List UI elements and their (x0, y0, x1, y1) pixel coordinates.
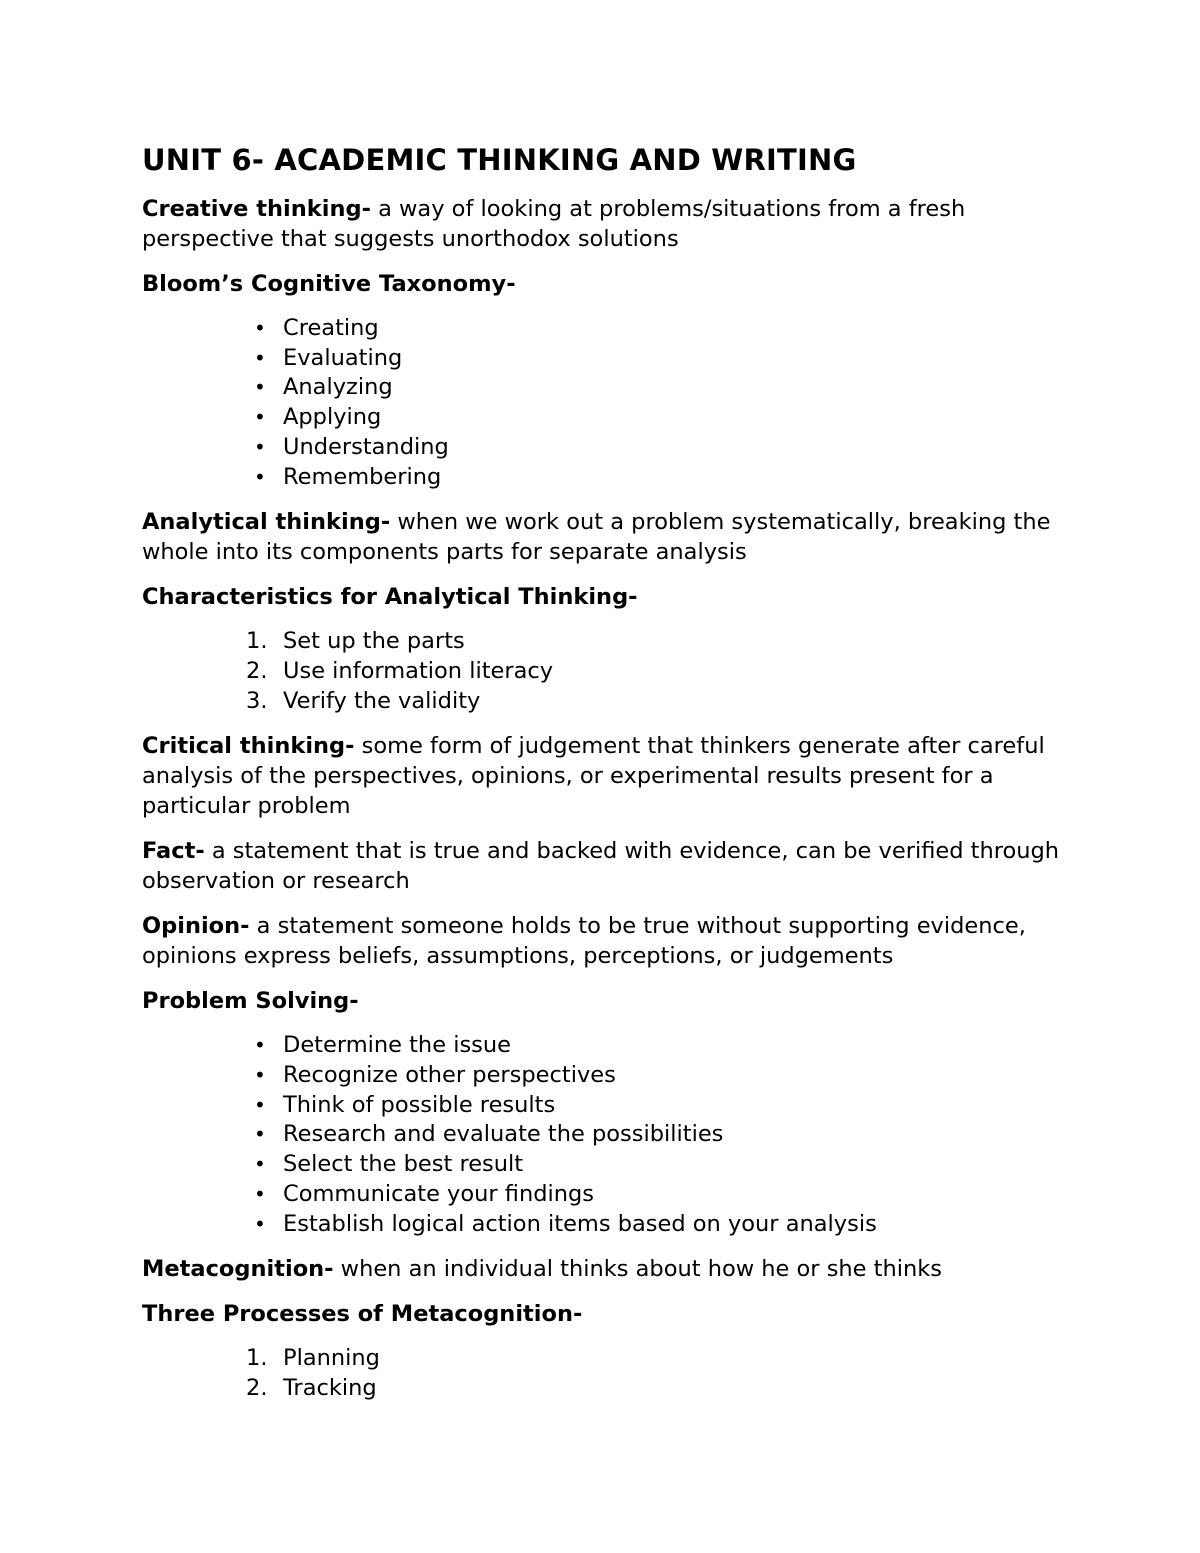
definition-text: a way of looking at problems/situations from a fresh perspective that suggests unorthodox solutions (142, 196, 966, 252)
term-label: Analytical thinking- (142, 509, 391, 536)
list-item (142, 627, 1080, 657)
bullet-marker: • (254, 1092, 266, 1117)
list-item-text: Think of possible results (283, 1091, 556, 1118)
critical-thinking-definition (142, 731, 1080, 821)
list-item-text: Planning (283, 1345, 380, 1372)
definition-text: a statement that is true and backed with evidence, can be verified through observation or research (142, 838, 1060, 895)
bullet-marker: • (254, 434, 266, 459)
list-item-text: Analyzing (283, 374, 393, 401)
list-item (142, 463, 1080, 493)
list-item (142, 314, 1080, 344)
list-item (142, 344, 1080, 374)
list-item-text: Select the best result (283, 1151, 524, 1178)
analytical-thinking-definition (142, 507, 1080, 567)
problem-solving-heading: Problem Solving- (142, 988, 359, 1015)
blooms-taxonomy-list (142, 314, 1080, 492)
term-label: Metacognition- (142, 1256, 334, 1283)
list-item (142, 1091, 1080, 1121)
list-item-text: Verify the validity (283, 687, 481, 714)
list-item-text: Applying (283, 404, 382, 431)
list-item-text: Determine the issue (283, 1032, 511, 1059)
bullet-marker: • (254, 1122, 266, 1147)
definition-text: some form of judgement that thinkers generate after careful analysis of the perspectives, opinions, or experimental results present for a particular problem (142, 733, 1045, 820)
term-label: Fact- (142, 838, 205, 865)
bullet-marker: • (254, 405, 266, 430)
list-item (142, 1374, 1080, 1404)
list-item-text: Remembering (283, 463, 442, 490)
list-item (142, 687, 1080, 717)
definition-text: when an individual thinks about how he or she thinks (333, 1256, 943, 1283)
list-item (142, 433, 1080, 463)
number-marker: 1. (246, 1345, 268, 1372)
list-item (142, 1061, 1080, 1091)
list-item (142, 1120, 1080, 1150)
definition-text: when we work out a problem systematically, breaking the whole into its components parts for separate analysis (142, 509, 1051, 566)
list-item-text: Establish logical action items based on your analysis (283, 1210, 877, 1237)
list-item-text: Set up the parts (283, 628, 465, 655)
fact-definition (142, 836, 1080, 896)
list-item-text: Creating (283, 315, 379, 341)
list-item (142, 373, 1080, 403)
number-marker: 2. (246, 657, 268, 684)
list-item (142, 657, 1080, 687)
list-item-text: Recognize other perspectives (283, 1062, 616, 1089)
list-item (142, 403, 1080, 433)
analytical-characteristics-heading: Characteristics for Analytical Thinking- (142, 584, 638, 611)
blooms-taxonomy-heading: Bloom’s Cognitive Taxonomy- (142, 271, 516, 297)
page-title: UNIT 6- ACADEMIC THINKING AND WRITING (142, 143, 857, 177)
definition-text: a statement someone holds to be true without supporting evidence, opinions express beliefs, assumptions, perceptions, or judgements (142, 913, 1026, 970)
bullet-marker: • (254, 375, 266, 400)
term-label: Critical thinking- (142, 733, 355, 760)
bullet-marker: • (254, 464, 266, 489)
list-item-text: Research and evaluate the possibilities (283, 1121, 724, 1148)
bullet-marker: • (254, 316, 266, 340)
number-marker: 3. (246, 687, 268, 714)
term-label: Creative thinking- (142, 196, 371, 222)
list-item (142, 1210, 1080, 1240)
list-item (142, 1180, 1080, 1210)
bullet-marker: • (254, 1181, 266, 1206)
list-item-text: Tracking (283, 1374, 377, 1401)
list-item-text: Use information literacy (283, 657, 554, 684)
analytical-characteristics-list (142, 627, 1080, 716)
bullet-marker: • (254, 345, 266, 370)
bullet-marker: • (254, 1033, 266, 1058)
list-item (142, 1031, 1080, 1061)
metacognition-processes-list (142, 1344, 1080, 1403)
list-item-text: Communicate your findings (283, 1180, 595, 1207)
number-marker: 1. (246, 628, 268, 655)
list-item-text: Evaluating (283, 344, 403, 371)
creative-thinking-definition (142, 194, 1080, 254)
metacognition-definition (142, 1254, 1080, 1284)
bullet-marker: • (254, 1152, 266, 1177)
term-label: Opinion- (142, 913, 250, 940)
bullet-marker: • (254, 1211, 266, 1236)
bullet-marker: • (254, 1063, 266, 1088)
list-item (142, 1150, 1080, 1180)
metacognition-processes-heading: Three Processes of Metacognition- (142, 1301, 583, 1328)
list-item (142, 1344, 1080, 1374)
opinion-definition (142, 911, 1080, 971)
problem-solving-list (142, 1031, 1080, 1239)
list-item-text: Understanding (283, 433, 449, 460)
number-marker: 2. (246, 1374, 268, 1401)
